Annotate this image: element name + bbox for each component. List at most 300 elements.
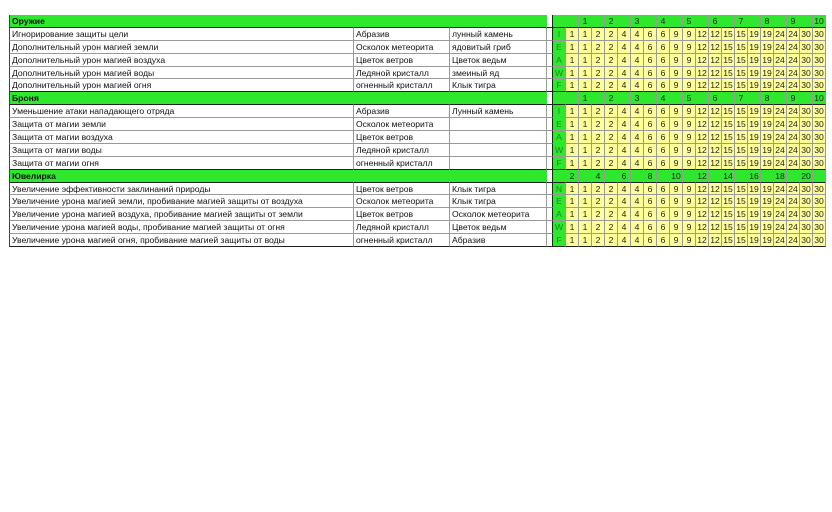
level-header-cell[interactable] [774,15,787,28]
material-1-cell[interactable]: Абразив [354,105,450,118]
level-value-cell[interactable]: 9 [670,195,683,208]
level-value-cell[interactable]: 19 [761,208,774,221]
level-value-cell[interactable]: 15 [735,41,748,54]
material-2-cell[interactable]: Клык тигра [450,183,547,196]
level-value-cell[interactable]: 24 [774,118,787,131]
level-value-cell[interactable]: 19 [761,234,774,247]
level-value-cell[interactable]: 1 [566,157,579,170]
level-header-cell[interactable]: 3 [631,92,644,105]
level-header-cell[interactable] [735,170,748,183]
level-value-cell[interactable]: 12 [709,118,722,131]
material-2-cell[interactable]: змеиный яд [450,67,547,80]
level-header-cell[interactable]: 5 [683,92,696,105]
level-value-cell[interactable]: 15 [735,118,748,131]
level-value-cell[interactable]: 6 [657,28,670,41]
material-1-cell[interactable]: Ледяной кристалл [354,144,450,157]
level-header-cell[interactable] [722,15,735,28]
level-value-cell[interactable]: 12 [696,41,709,54]
level-value-cell[interactable]: 30 [813,41,826,54]
level-header-cell[interactable]: 8 [761,15,774,28]
level-value-cell[interactable]: 9 [670,118,683,131]
property-name-cell[interactable]: Уменьшение атаки нападающего отряда [9,105,354,118]
level-header-cell[interactable] [657,170,670,183]
level-header-cell[interactable]: 1 [579,15,592,28]
level-value-cell[interactable]: 24 [774,208,787,221]
level-value-cell[interactable]: 2 [592,79,605,92]
level-value-cell[interactable]: 12 [696,183,709,196]
level-header-cell[interactable] [618,92,631,105]
level-value-cell[interactable]: 1 [566,195,579,208]
level-value-cell[interactable]: 6 [644,195,657,208]
property-name-cell[interactable]: Увеличение эффективности заклинаний природы [9,183,354,196]
level-value-cell[interactable]: 24 [787,67,800,80]
level-header-cell[interactable] [800,92,813,105]
level-value-cell[interactable]: 15 [722,183,735,196]
level-header-cell[interactable]: 18 [774,170,787,183]
level-header-cell[interactable]: 2 [605,92,618,105]
level-value-cell[interactable]: 24 [774,28,787,41]
level-value-cell[interactable]: 9 [683,144,696,157]
level-header-cell[interactable] [605,170,618,183]
level-value-cell[interactable]: 1 [579,118,592,131]
level-value-cell[interactable]: 30 [800,28,813,41]
level-value-cell[interactable]: 19 [748,131,761,144]
level-value-cell[interactable]: 2 [605,28,618,41]
level-value-cell[interactable]: 1 [566,28,579,41]
level-value-cell[interactable]: 30 [813,79,826,92]
level-value-cell[interactable]: 19 [748,105,761,118]
section-title[interactable]: Оружие [9,15,354,28]
property-name-cell[interactable]: Защита от магии воды [9,144,354,157]
section-title[interactable]: Броня [9,92,354,105]
level-value-cell[interactable]: 2 [592,28,605,41]
level-value-cell[interactable]: 6 [657,234,670,247]
level-value-cell[interactable]: 15 [722,131,735,144]
level-value-cell[interactable]: 12 [709,208,722,221]
section-title[interactable]: Ювелирка [9,170,354,183]
level-value-cell[interactable]: 24 [774,131,787,144]
level-value-cell[interactable]: 30 [800,131,813,144]
level-value-cell[interactable]: 19 [748,54,761,67]
material-2-cell[interactable]: Лунный камень [450,105,547,118]
material-2-cell[interactable]: лунный камень [450,28,547,41]
level-value-cell[interactable]: 24 [787,28,800,41]
level-header-cell[interactable]: 1 [579,92,592,105]
level-value-cell[interactable]: 4 [618,79,631,92]
level-value-cell[interactable]: 24 [787,221,800,234]
level-value-cell[interactable]: 2 [592,54,605,67]
level-value-cell[interactable]: 2 [592,234,605,247]
level-value-cell[interactable]: 19 [761,144,774,157]
level-value-cell[interactable]: 19 [748,234,761,247]
level-header-cell[interactable] [748,15,761,28]
level-value-cell[interactable]: 6 [657,131,670,144]
level-value-cell[interactable]: 6 [657,195,670,208]
level-value-cell[interactable]: 4 [618,54,631,67]
property-name-cell[interactable]: Игнорирование защиты цели [9,28,354,41]
level-value-cell[interactable]: 12 [696,157,709,170]
level-value-cell[interactable]: 30 [813,183,826,196]
level-value-cell[interactable]: 15 [735,234,748,247]
level-value-cell[interactable]: 19 [761,79,774,92]
level-value-cell[interactable]: 24 [774,195,787,208]
material-1-cell[interactable]: Абразив [354,28,450,41]
material-2-cell[interactable]: Клык тигра [450,79,547,92]
level-value-cell[interactable]: 19 [761,195,774,208]
level-value-cell[interactable]: 30 [813,67,826,80]
level-value-cell[interactable]: 15 [735,183,748,196]
level-value-cell[interactable]: 6 [657,183,670,196]
level-value-cell[interactable]: 30 [800,234,813,247]
level-value-cell[interactable]: 6 [644,28,657,41]
level-header-cell[interactable]: 9 [787,92,800,105]
level-header-cell[interactable]: 6 [618,170,631,183]
level-value-cell[interactable]: 6 [644,105,657,118]
level-header-cell[interactable]: 2 [566,170,579,183]
element-code-cell[interactable]: E [553,195,566,208]
level-value-cell[interactable]: 1 [566,234,579,247]
level-value-cell[interactable]: 1 [566,208,579,221]
level-value-cell[interactable]: 2 [605,41,618,54]
property-name-cell[interactable]: Дополнительный урон магией воды [9,67,354,80]
level-value-cell[interactable]: 4 [618,157,631,170]
level-header-cell[interactable]: 12 [696,170,709,183]
level-value-cell[interactable]: 9 [683,183,696,196]
level-value-cell[interactable]: 19 [748,28,761,41]
level-header-cell[interactable]: 4 [657,92,670,105]
level-value-cell[interactable]: 24 [774,79,787,92]
level-value-cell[interactable]: 15 [735,28,748,41]
property-name-cell[interactable]: Защита от магии воздуха [9,131,354,144]
material-2-cell[interactable] [450,157,547,170]
level-value-cell[interactable]: 1 [566,79,579,92]
level-value-cell[interactable]: 1 [579,79,592,92]
level-value-cell[interactable]: 19 [748,67,761,80]
material-2-cell[interactable]: Абразив [450,234,547,247]
level-value-cell[interactable]: 2 [592,41,605,54]
level-value-cell[interactable]: 2 [592,195,605,208]
level-value-cell[interactable]: 30 [800,105,813,118]
level-header-cell[interactable] [761,170,774,183]
level-value-cell[interactable]: 1 [566,221,579,234]
material-1-cell[interactable]: Ледяной кристалл [354,221,450,234]
level-value-cell[interactable]: 1 [579,195,592,208]
level-value-cell[interactable]: 19 [761,67,774,80]
level-value-cell[interactable]: 12 [696,54,709,67]
level-value-cell[interactable]: 12 [696,144,709,157]
level-value-cell[interactable]: 2 [605,79,618,92]
level-value-cell[interactable]: 9 [683,54,696,67]
level-value-cell[interactable]: 6 [644,221,657,234]
level-value-cell[interactable]: 4 [631,157,644,170]
level-value-cell[interactable]: 19 [748,41,761,54]
element-code-cell[interactable]: N [553,183,566,196]
level-value-cell[interactable]: 12 [709,221,722,234]
level-value-cell[interactable]: 12 [696,195,709,208]
level-value-cell[interactable]: 2 [605,221,618,234]
level-value-cell[interactable]: 30 [800,157,813,170]
level-value-cell[interactable]: 6 [657,208,670,221]
material-1-cell[interactable]: Осколок метеорита [354,118,450,131]
level-header-cell[interactable] [813,170,826,183]
level-header-cell[interactable] [800,15,813,28]
level-value-cell[interactable]: 24 [787,131,800,144]
level-value-cell[interactable]: 19 [761,221,774,234]
level-value-cell[interactable]: 2 [592,105,605,118]
level-value-cell[interactable]: 24 [787,208,800,221]
level-value-cell[interactable]: 4 [631,105,644,118]
level-value-cell[interactable]: 24 [774,234,787,247]
level-value-cell[interactable]: 1 [579,234,592,247]
level-value-cell[interactable]: 1 [579,54,592,67]
level-header-cell[interactable]: 3 [631,15,644,28]
level-value-cell[interactable]: 2 [605,118,618,131]
level-value-cell[interactable]: 30 [800,221,813,234]
level-value-cell[interactable]: 9 [670,221,683,234]
level-value-cell[interactable]: 1 [579,157,592,170]
level-value-cell[interactable]: 2 [605,144,618,157]
level-value-cell[interactable]: 4 [618,67,631,80]
level-header-cell[interactable] [631,170,644,183]
level-value-cell[interactable]: 15 [722,221,735,234]
level-value-cell[interactable]: 15 [735,195,748,208]
level-value-cell[interactable]: 15 [722,234,735,247]
level-value-cell[interactable]: 4 [618,118,631,131]
level-value-cell[interactable]: 30 [800,144,813,157]
level-value-cell[interactable]: 24 [774,54,787,67]
level-value-cell[interactable]: 12 [696,28,709,41]
level-value-cell[interactable]: 4 [631,118,644,131]
level-value-cell[interactable]: 2 [605,208,618,221]
level-header-cell[interactable]: 4 [657,15,670,28]
level-value-cell[interactable]: 6 [644,208,657,221]
level-value-cell[interactable]: 9 [670,54,683,67]
level-header-cell[interactable] [774,92,787,105]
level-value-cell[interactable]: 12 [709,131,722,144]
level-header-cell[interactable] [644,92,657,105]
element-code-cell[interactable]: A [553,54,566,67]
level-value-cell[interactable]: 6 [644,41,657,54]
level-value-cell[interactable]: 15 [722,79,735,92]
level-value-cell[interactable]: 9 [670,157,683,170]
element-code-cell[interactable]: E [553,118,566,131]
level-value-cell[interactable]: 6 [657,144,670,157]
level-value-cell[interactable]: 9 [670,28,683,41]
level-value-cell[interactable]: 24 [787,54,800,67]
material-2-cell[interactable]: Клык тигра [450,195,547,208]
level-value-cell[interactable]: 19 [761,41,774,54]
level-value-cell[interactable]: 9 [683,67,696,80]
level-value-cell[interactable]: 2 [605,234,618,247]
level-value-cell[interactable]: 9 [670,67,683,80]
level-value-cell[interactable]: 24 [774,183,787,196]
level-header-cell[interactable]: 10 [670,170,683,183]
level-header-cell[interactable] [566,92,579,105]
element-code-cell[interactable]: A [553,208,566,221]
level-value-cell[interactable]: 2 [592,118,605,131]
level-value-cell[interactable]: 30 [800,183,813,196]
level-value-cell[interactable]: 1 [579,105,592,118]
level-value-cell[interactable]: 4 [631,234,644,247]
level-header-cell[interactable]: 10 [813,15,826,28]
material-1-cell[interactable]: огненный кристалл [354,79,450,92]
level-value-cell[interactable]: 9 [670,131,683,144]
level-value-cell[interactable]: 9 [683,195,696,208]
material-2-cell[interactable] [450,144,547,157]
level-value-cell[interactable]: 4 [631,67,644,80]
property-name-cell[interactable]: Увеличение урона магией земли, пробивание магией защиты от воздуха [9,195,354,208]
level-value-cell[interactable]: 30 [813,195,826,208]
level-value-cell[interactable]: 1 [566,67,579,80]
level-header-cell[interactable] [722,92,735,105]
level-value-cell[interactable]: 6 [644,183,657,196]
level-value-cell[interactable]: 19 [761,157,774,170]
level-value-cell[interactable]: 2 [605,131,618,144]
level-header-cell[interactable]: 6 [709,15,722,28]
level-value-cell[interactable]: 12 [709,79,722,92]
level-value-cell[interactable]: 15 [722,105,735,118]
level-value-cell[interactable]: 24 [787,118,800,131]
level-header-cell[interactable] [618,15,631,28]
level-value-cell[interactable]: 15 [735,54,748,67]
property-name-cell[interactable]: Защита от магии земли [9,118,354,131]
level-value-cell[interactable]: 24 [787,105,800,118]
level-value-cell[interactable]: 30 [813,234,826,247]
level-value-cell[interactable]: 15 [735,208,748,221]
level-header-cell[interactable] [696,15,709,28]
level-header-cell[interactable] [670,92,683,105]
level-value-cell[interactable]: 9 [670,208,683,221]
level-value-cell[interactable]: 6 [644,54,657,67]
level-value-cell[interactable]: 30 [813,118,826,131]
property-name-cell[interactable]: Увеличение урона магией воздуха, пробивание магией защиты от земли [9,208,354,221]
level-value-cell[interactable]: 15 [722,157,735,170]
level-value-cell[interactable]: 15 [722,41,735,54]
element-code-cell[interactable]: F [553,234,566,247]
level-header-cell[interactable] [644,15,657,28]
level-value-cell[interactable]: 30 [813,144,826,157]
level-value-cell[interactable]: 24 [774,105,787,118]
level-value-cell[interactable]: 4 [631,79,644,92]
level-value-cell[interactable]: 1 [566,41,579,54]
level-value-cell[interactable]: 6 [644,67,657,80]
level-value-cell[interactable]: 30 [813,28,826,41]
level-value-cell[interactable]: 24 [787,41,800,54]
level-value-cell[interactable]: 9 [670,105,683,118]
level-value-cell[interactable]: 9 [683,234,696,247]
level-value-cell[interactable]: 9 [670,41,683,54]
level-header-cell[interactable] [579,170,592,183]
header-cell-material-2[interactable] [450,15,547,28]
level-header-cell[interactable] [566,15,579,28]
level-value-cell[interactable]: 4 [618,221,631,234]
level-value-cell[interactable]: 6 [657,79,670,92]
level-value-cell[interactable]: 12 [696,221,709,234]
level-value-cell[interactable]: 1 [566,105,579,118]
level-value-cell[interactable]: 19 [748,208,761,221]
level-value-cell[interactable]: 4 [618,131,631,144]
level-header-cell[interactable]: 2 [605,15,618,28]
level-header-cell[interactable] [592,92,605,105]
element-code-cell[interactable]: I [553,28,566,41]
level-header-cell[interactable]: 16 [748,170,761,183]
level-value-cell[interactable]: 19 [748,118,761,131]
material-2-cell[interactable]: Осколок метеорита [450,208,547,221]
level-value-cell[interactable]: 6 [644,118,657,131]
level-value-cell[interactable]: 19 [761,183,774,196]
level-value-cell[interactable]: 24 [787,144,800,157]
level-value-cell[interactable]: 30 [813,131,826,144]
level-value-cell[interactable]: 6 [657,67,670,80]
level-header-cell[interactable] [670,15,683,28]
level-header-cell[interactable]: 8 [761,92,774,105]
level-value-cell[interactable]: 9 [683,157,696,170]
level-value-cell[interactable]: 12 [696,105,709,118]
level-value-cell[interactable]: 12 [696,79,709,92]
level-value-cell[interactable]: 24 [774,157,787,170]
level-value-cell[interactable]: 4 [631,208,644,221]
level-value-cell[interactable]: 15 [722,67,735,80]
level-value-cell[interactable]: 1 [566,183,579,196]
header-cell-code[interactable] [553,170,566,183]
level-value-cell[interactable]: 9 [683,208,696,221]
level-value-cell[interactable]: 9 [670,144,683,157]
level-value-cell[interactable]: 6 [644,157,657,170]
level-value-cell[interactable]: 2 [592,67,605,80]
level-value-cell[interactable]: 30 [800,118,813,131]
level-header-cell[interactable]: 10 [813,92,826,105]
level-value-cell[interactable]: 6 [657,105,670,118]
level-value-cell[interactable]: 30 [800,79,813,92]
material-1-cell[interactable]: Цветок ветров [354,131,450,144]
level-value-cell[interactable]: 1 [579,28,592,41]
level-value-cell[interactable]: 12 [709,157,722,170]
material-1-cell[interactable]: Цветок ветров [354,54,450,67]
header-cell-code[interactable] [553,15,566,28]
level-value-cell[interactable]: 30 [800,67,813,80]
level-value-cell[interactable]: 15 [722,28,735,41]
level-value-cell[interactable]: 6 [657,157,670,170]
level-value-cell[interactable]: 19 [748,157,761,170]
level-value-cell[interactable]: 6 [657,41,670,54]
level-value-cell[interactable]: 24 [787,157,800,170]
level-value-cell[interactable]: 12 [709,67,722,80]
material-1-cell[interactable]: огненный кристалл [354,157,450,170]
level-header-cell[interactable] [709,170,722,183]
header-cell-material-2[interactable] [450,92,547,105]
level-value-cell[interactable]: 30 [800,195,813,208]
level-value-cell[interactable]: 1 [579,67,592,80]
level-value-cell[interactable]: 4 [618,28,631,41]
level-value-cell[interactable]: 2 [605,157,618,170]
level-value-cell[interactable]: 1 [566,144,579,157]
level-value-cell[interactable]: 15 [735,67,748,80]
level-value-cell[interactable]: 15 [735,221,748,234]
level-value-cell[interactable]: 15 [735,105,748,118]
material-2-cell[interactable] [450,118,547,131]
level-value-cell[interactable]: 12 [709,234,722,247]
level-value-cell[interactable]: 24 [774,67,787,80]
level-value-cell[interactable]: 4 [618,105,631,118]
level-value-cell[interactable]: 1 [579,144,592,157]
level-value-cell[interactable]: 9 [683,131,696,144]
level-header-cell[interactable]: 8 [644,170,657,183]
level-value-cell[interactable]: 12 [696,208,709,221]
level-value-cell[interactable]: 4 [618,41,631,54]
level-value-cell[interactable]: 24 [774,41,787,54]
level-value-cell[interactable]: 6 [644,79,657,92]
level-value-cell[interactable]: 19 [748,221,761,234]
